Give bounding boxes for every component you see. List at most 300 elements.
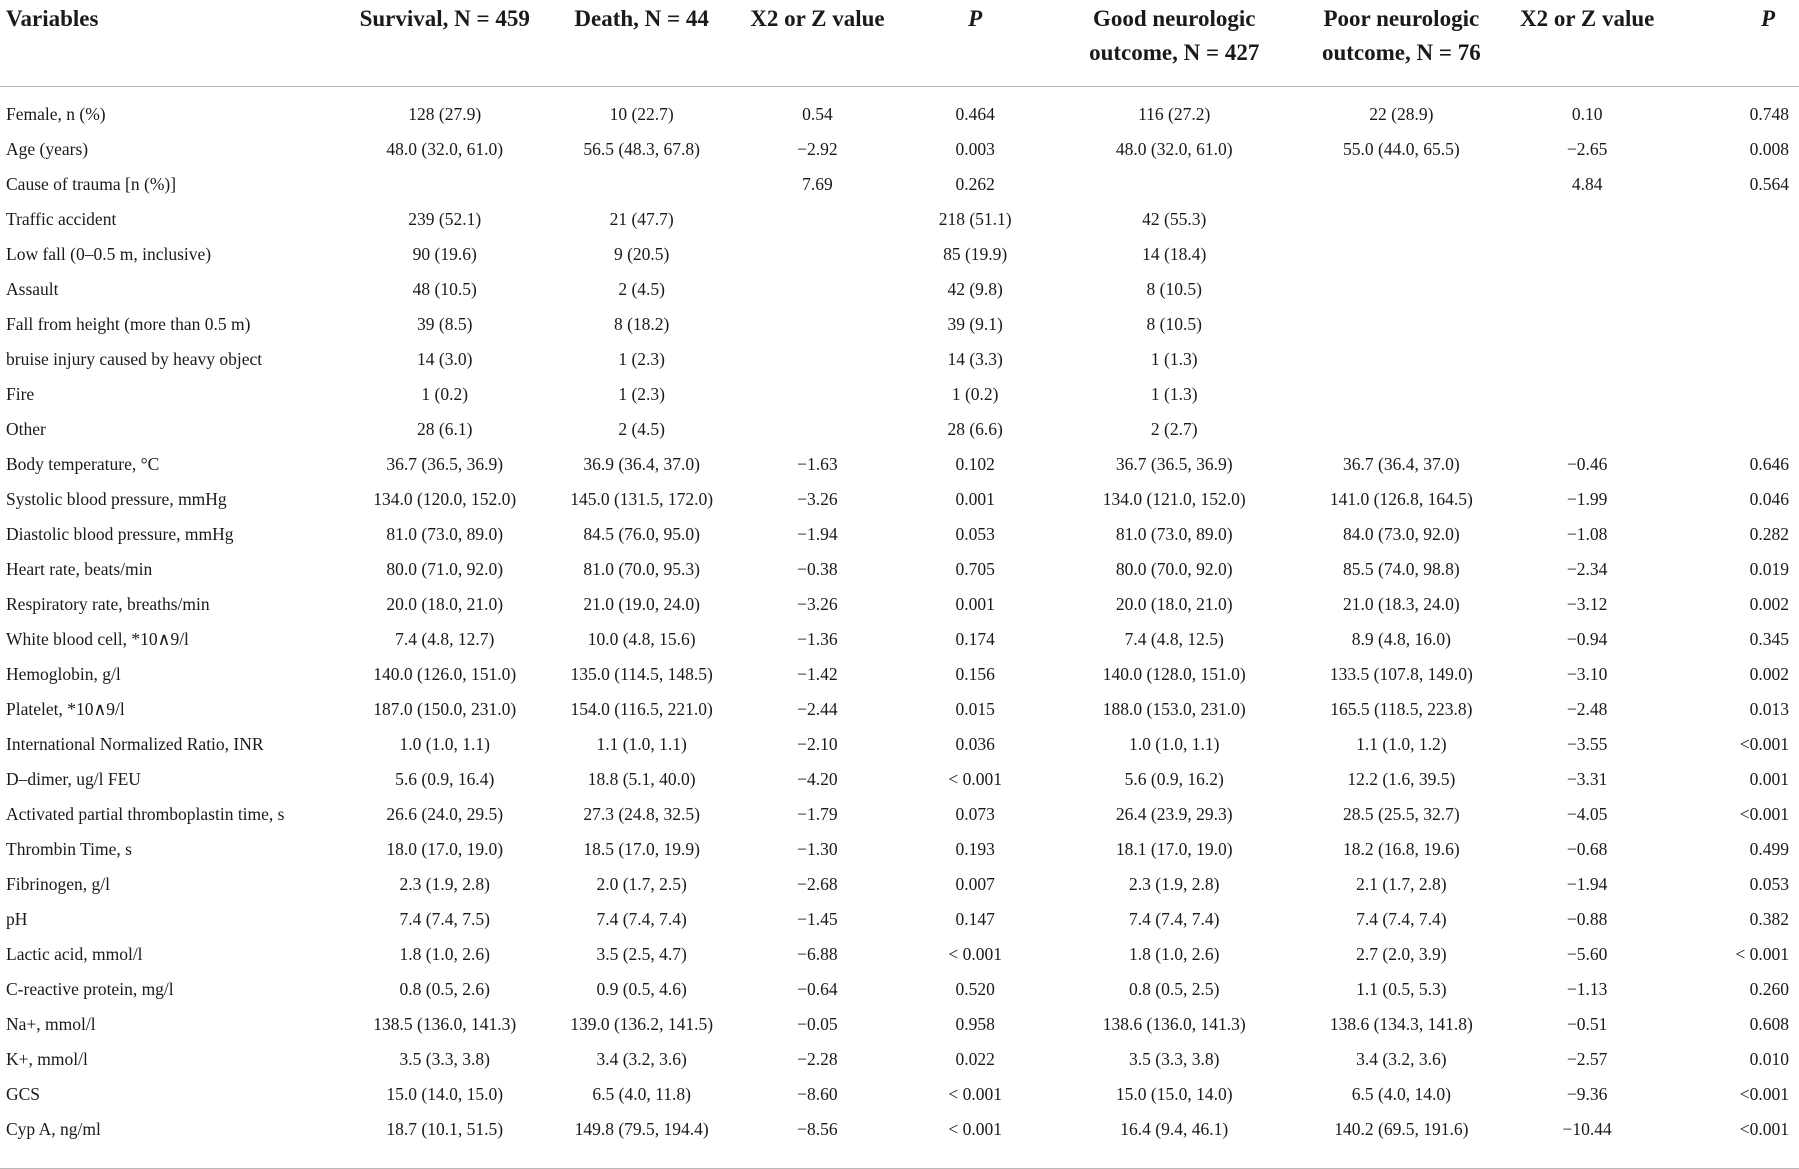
good-outcome-value-cell: 48.0 (32.0, 61.0) [1115,138,1233,159]
p-value-1-cell: 0.022 [955,1048,995,1069]
poor-outcome-value-cell: 85.5 (74.0, 98.8) [1343,558,1460,579]
survival-value-cell: 48.0 (32.0, 61.0) [386,138,504,159]
death-value-cell: 8 (18.2) [613,313,670,334]
test-statistic-1-cell: −1.42 [797,663,838,684]
test-statistic-1-cell: −6.88 [797,943,838,964]
p-value-1-cell: < 0.001 [948,1118,1002,1139]
p-value-2-cell: 0.010 [1749,1048,1789,1069]
poor-outcome-value-cell [1300,236,1502,271]
table-row [0,516,1799,551]
test-statistic-1-cell: −2.68 [797,873,838,894]
p-value-1-cell: 0.156 [955,663,995,684]
table-body [0,86,1799,1146]
p-value-2-cell: 0.046 [1749,488,1789,509]
p-value-1-cell: 0.053 [955,523,995,544]
poor-outcome-value-cell [1300,341,1502,376]
good-outcome-value-cell: 8 (10.5) [1146,278,1202,299]
death-value-cell: 139.0 (136.2, 141.5) [570,1013,714,1034]
p-value-1-cell: 0.262 [955,173,995,194]
column-header-p-2: P [1760,6,1775,31]
death-value-cell: 3.5 (2.5, 4.7) [596,943,687,964]
test-statistic-2-cell: −3.55 [1566,733,1608,754]
test-statistic-1-cell: −3.26 [797,488,838,509]
p-value-2-cell: <0.001 [1739,803,1789,824]
death-value-cell: 36.9 (36.4, 37.0) [583,453,700,474]
good-outcome-value-cell: 14 (18.4) [1142,243,1207,264]
test-statistic-1-cell [733,376,902,411]
test-statistic-2-cell: −2.34 [1566,558,1608,579]
test-statistic-1-cell [733,271,902,306]
p-value-2-cell: 0.499 [1749,838,1789,859]
p-value-1-cell: 28 (6.6) [947,418,1003,439]
poor-outcome-header-text: Poor neurologic outcome, N = 76 [1321,6,1481,65]
p-value-2-cell: 0.748 [1749,103,1789,124]
good-outcome-value-cell: 1.0 (1.0, 1.1) [1129,733,1220,754]
survival-value-cell: 138.5 (136.0, 141.3) [373,1013,517,1034]
p-value-1-cell: 0.520 [955,978,995,999]
survival-value-cell: 26.6 (24.0, 29.5) [386,803,504,824]
variable-name-cell: K+, mmol/l [6,1048,88,1069]
p-value-2-cell [1672,376,1799,411]
survival-value-cell: 128 (27.9) [408,103,482,124]
p-value-2-cell: 0.646 [1749,453,1789,474]
variable-name-cell: Age (years) [6,138,89,159]
good-outcome-value-cell: 7.4 (7.4, 7.4) [1129,908,1220,929]
p-value-2-cell: 0.564 [1749,173,1789,194]
table-row [0,376,1799,411]
test-statistic-1-cell: −4.20 [797,768,838,789]
test-statistic-1-cell: −1.30 [797,838,838,859]
p-value-1-cell: 0.174 [955,628,995,649]
p-value-1-cell: 0.001 [955,488,995,509]
death-value-cell: 27.3 (24.8, 32.5) [583,803,700,824]
variable-name-cell: Platelet, *10∧9/l [6,698,125,719]
test-statistic-2-cell [1502,236,1671,271]
poor-outcome-value-cell: 8.9 (4.8, 16.0) [1351,628,1451,649]
death-value-cell: 18.8 (5.1, 40.0) [587,768,696,789]
survival-value-cell: 0.8 (0.5, 2.6) [399,978,490,999]
p-value-2-cell: < 0.001 [1735,943,1789,964]
poor-outcome-value-cell: 22 (28.9) [1369,103,1434,124]
good-outcome-value-cell: 5.6 (0.9, 16.2) [1124,768,1224,789]
survival-value-cell: 187.0 (150.0, 231.0) [373,698,517,719]
p-value-1-cell: 0.036 [955,733,995,754]
test-statistic-2-cell: −0.88 [1566,908,1608,929]
variable-name-cell: Respiratory rate, breaths/min [6,593,210,614]
survival-value-cell: 140.0 (126.0, 151.0) [373,663,517,684]
good-outcome-value-cell: 7.4 (4.8, 12.5) [1124,628,1224,649]
column-header-death [551,0,733,86]
death-value-cell: 84.5 (76.0, 95.0) [583,523,700,544]
table-row [0,96,1799,131]
p-value-2-cell: 0.282 [1749,523,1789,544]
survival-value-cell: 48 (10.5) [412,278,477,299]
survival-value-cell: 1 (0.2) [421,383,469,404]
death-value-cell: 2 (4.5) [618,278,665,299]
test-statistic-1-cell [733,306,902,341]
poor-outcome-value-cell [1300,376,1502,411]
table-row [0,586,1799,621]
test-statistic-2-cell: −2.65 [1566,138,1608,159]
good-outcome-value-cell: 140.0 (128.0, 151.0) [1102,663,1246,684]
poor-outcome-value-cell: 141.0 (126.8, 164.5) [1329,488,1473,509]
p-value-1-cell: 0.015 [955,698,995,719]
test-statistic-2-cell: −5.60 [1566,943,1608,964]
death-value-cell: 10.0 (4.8, 15.6) [587,628,696,649]
survival-value-cell: 18.7 (10.1, 51.5) [386,1118,504,1139]
p-value-2-cell [1672,236,1799,271]
table-row [0,831,1799,866]
column-header-p-1: P [968,6,983,31]
table-row [0,551,1799,586]
p-value-2-cell: 0.002 [1749,663,1789,684]
test-statistic-1-cell: −3.26 [797,593,838,614]
poor-outcome-value-cell: 7.4 (7.4, 7.4) [1356,908,1447,929]
variable-name-cell: Cause of trauma [n (%)] [6,173,177,194]
test-statistic-2-cell [1502,271,1671,306]
death-value-cell: 21 (47.7) [609,208,674,229]
good-outcome-value-cell: 18.1 (17.0, 19.0) [1115,838,1233,859]
table-row [0,271,1799,306]
good-outcome-value-cell: 81.0 (73.0, 89.0) [1115,523,1233,544]
p-value-1-cell: 0.705 [955,558,995,579]
table-row [0,236,1799,271]
survival-value-cell: 18.0 (17.0, 19.0) [386,838,504,859]
test-statistic-2-cell: −0.51 [1566,1013,1608,1034]
table-row [0,341,1799,376]
poor-outcome-value-cell [1300,271,1502,306]
variable-name-cell: Low fall (0–0.5 m, inclusive) [6,243,212,264]
variable-name-cell: D–dimer, ug/l FEU [6,768,141,789]
variable-name-cell: Lactic acid, mmol/l [6,943,143,964]
variable-name-cell: Systolic blood pressure, mmHg [6,488,227,509]
p-value-1-cell: 0.958 [955,1013,995,1034]
p-value-1-cell: 0.464 [955,103,995,124]
p-value-2-cell: 0.002 [1749,593,1789,614]
survival-value-cell: 2.3 (1.9, 2.8) [399,873,490,894]
p-value-1-cell: 0.073 [955,803,995,824]
test-statistic-2-cell [1502,376,1671,411]
poor-outcome-value-cell: 2.1 (1.7, 2.8) [1356,873,1447,894]
p-value-2-cell: <0.001 [1739,733,1789,754]
p-value-2-cell: 0.001 [1749,768,1789,789]
variable-name-cell: bruise injury caused by heavy object [6,348,263,369]
test-statistic-2-cell: −1.08 [1566,523,1608,544]
table-row [0,621,1799,656]
test-statistic-2-cell: −3.10 [1566,663,1608,684]
death-value-cell: 81.0 (70.0, 95.3) [583,558,700,579]
survival-value-cell: 134.0 (120.0, 152.0) [373,488,517,509]
good-outcome-header-text: Good neurologic outcome, N = 427 [1089,6,1260,65]
spacer-row [0,86,1799,96]
death-value-cell: 1 (2.3) [618,348,665,369]
death-value-cell: 2.0 (1.7, 2.5) [596,873,687,894]
p-value-1-cell: 0.102 [955,453,995,474]
variable-name-cell: White blood cell, *10∧9/l [6,628,189,649]
test-statistic-1-cell: −1.45 [797,908,838,929]
death-value-cell: 145.0 (131.5, 172.0) [570,488,714,509]
header-row [0,0,1799,86]
death-value-cell: 18.5 (17.0, 19.9) [583,838,700,859]
good-outcome-value-cell: 16.4 (9.4, 46.1) [1120,1118,1229,1139]
good-outcome-value-cell: 42 (55.3) [1142,208,1207,229]
test-statistic-2-cell [1502,341,1671,376]
test-statistic-2-cell: −2.57 [1566,1048,1608,1069]
variable-name-cell: Na+, mmol/l [6,1013,96,1034]
test-statistic-2-cell: −2.48 [1566,698,1608,719]
test-statistic-2-cell: −1.13 [1566,978,1608,999]
p-value-2-cell [1672,271,1799,306]
test-statistic-1-cell: −0.05 [797,1013,838,1034]
p-value-1-cell: 1 (0.2) [951,383,999,404]
good-outcome-value-cell: 134.0 (121.0, 152.0) [1102,488,1246,509]
poor-outcome-value-cell: 3.4 (3.2, 3.6) [1356,1048,1447,1069]
table-row [0,1111,1799,1146]
table-row [0,796,1799,831]
poor-outcome-value-cell: 18.2 (16.8, 19.6) [1343,838,1460,859]
poor-outcome-value-cell: 84.0 (73.0, 92.0) [1343,523,1460,544]
survival-value-cell: 80.0 (71.0, 92.0) [386,558,504,579]
variable-name-cell: GCS [6,1083,41,1104]
p-value-2-cell: <0.001 [1739,1083,1789,1104]
p-value-1-cell: 0.001 [955,593,995,614]
death-value-cell: 3.4 (3.2, 3.6) [596,1048,687,1069]
poor-outcome-value-cell: 1.1 (0.5, 5.3) [1356,978,1447,999]
table-row [0,761,1799,796]
p-value-2-cell [1672,201,1799,236]
p-value-2-cell: 0.013 [1749,698,1789,719]
column-header-good-outcome [1048,0,1300,86]
table-row [0,411,1799,446]
test-statistic-1-cell: −0.38 [797,558,838,579]
survival-value-cell: 1.8 (1.0, 2.6) [399,943,490,964]
test-statistic-1-cell: −2.10 [797,733,838,754]
table-row [0,1006,1799,1041]
death-value-cell: 2 (4.5) [618,418,665,439]
survival-value-cell: 15.0 (14.0, 15.0) [386,1083,504,1104]
survival-value-cell: 90 (19.6) [412,243,477,264]
survival-value-cell: 81.0 (73.0, 89.0) [386,523,504,544]
good-outcome-value-cell: 36.7 (36.5, 36.9) [1115,453,1233,474]
death-value-cell: 9 (20.5) [613,243,670,264]
death-value-cell: 21.0 (19.0, 24.0) [583,593,700,614]
p-value-1-cell: 0.193 [955,838,995,859]
p-value-1-cell: < 0.001 [948,768,1002,789]
good-outcome-value-cell: 138.6 (136.0, 141.3) [1102,1013,1246,1034]
survival-header-line-1: Survival, N = 459 [359,6,530,31]
test-statistic-2-cell: −0.68 [1566,838,1608,859]
poor-outcome-value-cell: 21.0 (18.3, 24.0) [1343,593,1460,614]
test-statistic-1-cell: −8.60 [797,1083,838,1104]
table-row [0,201,1799,236]
test-statistic-2-cell: −1.99 [1566,488,1608,509]
variable-name-cell: Female, n (%) [6,103,106,124]
test-statistic-2-cell [1502,411,1671,446]
column-header-variables: Variables [6,6,99,31]
survival-value-cell: 14 (3.0) [417,348,473,369]
test-statistic-2-cell: −10.44 [1562,1118,1612,1139]
p-value-1-cell: 0.007 [955,873,995,894]
survival-value-cell: 7.4 (7.4, 7.5) [399,908,490,929]
survival-value-cell: 28 (6.1) [417,418,473,439]
p-value-2-cell: 0.008 [1749,138,1789,159]
test-statistic-1-cell: −8.56 [797,1118,838,1139]
variable-name-cell: Fall from height (more than 0.5 m) [6,313,251,334]
test-statistic-1-cell: −1.94 [797,523,838,544]
test-statistic-1-cell: −2.92 [797,138,838,159]
footer-rule [0,1146,1799,1169]
survival-value-cell: 36.7 (36.5, 36.9) [386,453,504,474]
table-row [0,691,1799,726]
variable-name-cell: C-reactive protein, mg/l [6,978,174,999]
p-value-2-cell: 0.053 [1749,873,1789,894]
p-value-1-cell: < 0.001 [948,1083,1002,1104]
variable-name-cell: pH [6,908,28,929]
p-value-2-cell [1672,341,1799,376]
test-statistic-1-cell [733,341,902,376]
test-statistic-2-cell: −1.94 [1566,873,1608,894]
column-header-poor-outcome [1300,0,1502,86]
variable-name-cell: Fire [6,383,35,404]
table-row [0,971,1799,1006]
poor-outcome-value-cell: 165.5 (118.5, 223.8) [1330,698,1473,719]
death-value-cell: 6.5 (4.0, 11.8) [592,1083,691,1104]
survival-value-cell: 3.5 (3.3, 3.8) [399,1048,490,1069]
good-outcome-value-cell: 2 (2.7) [1150,418,1198,439]
poor-outcome-value-cell: 138.6 (134.3, 141.8) [1329,1013,1473,1034]
death-value-cell: 149.8 (79.5, 194.4) [574,1118,709,1139]
test-statistic-1-cell: −1.63 [797,453,838,474]
test-statistic-1-cell [733,411,902,446]
survival-value-cell [339,166,551,201]
p-value-1-cell: 218 (51.1) [938,208,1012,229]
death-value-cell: 154.0 (116.5, 221.0) [570,698,713,719]
survival-value-cell: 7.4 (4.8, 12.7) [395,628,495,649]
table-row [0,901,1799,936]
survival-value-cell: 5.6 (0.9, 16.4) [395,768,495,789]
good-outcome-value-cell: 2.3 (1.9, 2.8) [1129,873,1220,894]
variable-name-cell: Assault [6,278,59,299]
p-value-2-cell [1672,411,1799,446]
poor-outcome-value-cell: 36.7 (36.4, 37.0) [1343,453,1460,474]
poor-outcome-value-cell: 12.2 (1.6, 39.5) [1347,768,1456,789]
death-value-cell: 10 (22.7) [609,103,674,124]
test-statistic-2-cell [1502,201,1671,236]
death-value-cell: 1 (2.3) [618,383,665,404]
variable-name-cell: Body temperature, °C [6,453,160,474]
poor-outcome-value-cell: 1.1 (1.0, 1.2) [1356,733,1447,754]
p-value-2-cell [1672,306,1799,341]
poor-outcome-value-cell: 140.2 (69.5, 191.6) [1334,1118,1469,1139]
variable-name-cell: Cyp A, ng/ml [6,1118,101,1139]
poor-outcome-value-cell [1300,411,1502,446]
death-value-cell: 0.9 (0.5, 4.6) [596,978,687,999]
variable-name-cell: Traffic accident [6,208,117,229]
table-row [0,726,1799,761]
table-row [0,1041,1799,1076]
death-value-cell: 56.5 (48.3, 67.8) [583,138,700,159]
test-statistic-2-cell: 0.10 [1571,103,1603,124]
column-header-test-statistic-2: X2 or Z value [1519,6,1655,31]
poor-outcome-value-cell [1300,201,1502,236]
variable-name-cell: Diastolic blood pressure, mmHg [6,523,234,544]
variable-name-cell: Activated partial thromboplastin time, s [6,803,285,824]
p-value-1-cell: 85 (19.9) [943,243,1008,264]
table-row [0,936,1799,971]
p-value-1-cell: 0.147 [955,908,995,929]
p-value-1-cell: 42 (9.8) [947,278,1003,299]
test-statistic-2-cell [1502,306,1671,341]
good-outcome-value-cell: 1 (1.3) [1150,383,1198,404]
good-outcome-value-cell: 1.8 (1.0, 2.6) [1129,943,1220,964]
p-value-2-cell: 0.019 [1749,558,1789,579]
survival-value-cell: 39 (8.5) [417,313,473,334]
test-statistic-1-cell [733,236,902,271]
test-statistic-2-cell: −3.31 [1566,768,1608,789]
variable-name-cell: Heart rate, beats/min [6,558,153,579]
survival-value-cell: 1.0 (1.0, 1.1) [399,733,490,754]
test-statistic-1-cell: 0.54 [802,103,833,124]
test-statistic-1-cell: −2.28 [797,1048,838,1069]
poor-outcome-value-cell [1300,306,1502,341]
table-row [0,866,1799,901]
p-value-1-cell: 14 (3.3) [947,348,1003,369]
table-row [0,446,1799,481]
test-statistic-2-cell: −4.05 [1566,803,1608,824]
test-statistic-1-cell: −2.44 [797,698,838,719]
poor-outcome-value-cell: 2.7 (2.0, 3.9) [1356,943,1447,964]
good-outcome-value-cell: 116 (27.2) [1138,103,1211,124]
test-statistic-1-cell [733,201,902,236]
death-value-cell [551,166,733,201]
death-value-cell: 135.0 (114.5, 148.5) [570,663,713,684]
p-value-2-cell: <0.001 [1739,1118,1789,1139]
p-value-1-cell: 39 (9.1) [947,313,1003,334]
survival-value-cell: 239 (52.1) [408,208,482,229]
variable-name-cell: International Normalized Ratio, INR [6,733,264,754]
table-row [0,481,1799,516]
p-value-2-cell: 0.260 [1749,978,1789,999]
good-outcome-value-cell: 188.0 (153.0, 231.0) [1102,698,1246,719]
test-statistic-1-cell: −0.64 [797,978,838,999]
table-row [0,131,1799,166]
test-statistic-2-cell: −0.46 [1566,453,1608,474]
variable-name-cell: Fibrinogen, g/l [6,873,111,894]
table-row [0,656,1799,691]
good-outcome-value-cell: 8 (10.5) [1146,313,1202,334]
p-value-1-cell: < 0.001 [948,943,1002,964]
death-value-cell: 7.4 (7.4, 7.4) [596,908,687,929]
test-statistic-2-cell: −0.94 [1566,628,1608,649]
column-header-survival [339,0,551,86]
table-row [0,306,1799,341]
p-value-2-cell: 0.608 [1749,1013,1789,1034]
test-statistic-1-cell: 7.69 [802,173,833,194]
table-row [0,1076,1799,1111]
table-row [0,166,1799,201]
variable-name-cell: Hemoglobin, g/l [6,663,121,684]
poor-outcome-value-cell: 6.5 (4.0, 14.0) [1351,1083,1451,1104]
column-header-test-statistic-1: X2 or Z value [750,6,885,31]
poor-outcome-value-cell [1300,166,1502,201]
test-statistic-2-cell: 4.84 [1571,173,1603,194]
test-statistic-2-cell: −9.36 [1566,1083,1608,1104]
survival-value-cell: 20.0 (18.0, 21.0) [386,593,504,614]
p-value-2-cell: 0.382 [1749,908,1789,929]
good-outcome-value-cell: 20.0 (18.0, 21.0) [1115,593,1233,614]
variable-name-cell: Thrombin Time, s [6,838,132,859]
poor-outcome-value-cell: 28.5 (25.5, 32.7) [1343,803,1460,824]
